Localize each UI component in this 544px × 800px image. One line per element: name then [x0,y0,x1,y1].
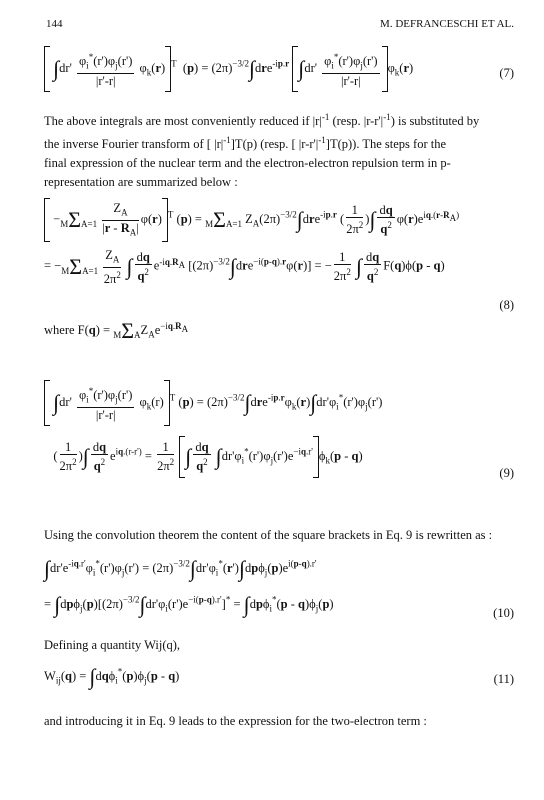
equation-number-10: (10) [493,606,514,620]
definition-F: where $F(q) = M\Sigma AZ_Ae^{-iq.R_A}$ [44,318,189,343]
equation-number-11: (11) [493,672,514,686]
equation-9-line-1: ∫dr' $\frac{\varphi_i^*(r')\varphi_j(r')}{|r'-r|}$ $\varphi_k(r)$ $^T$ $(p) = (2\pi)^{-3/2}\int dre^{-ip.r}\varphi_k(r)\int dr'\varphi_i^*(r')\varphi_j(r')$ [44,380,514,426]
paragraph-convolution: Using the convolution theorem the content of the square brackets in Eq. 9 is rewritten as : [44,528,493,542]
equation-8-line-1: −MΣA=1 $\frac{Z_A}{|r - R_A|}$ φ(r) $^T$ (p) = MΣA=1 $Z_A(2\pi)^{-3/2}\int dre^{-ip.r}$ ( $\frac{1}{2\pi^2}$ )∫ $\frac{dq}{q^2}$ $\varphi(r)e^{iq.(r-R_A)}$ [44,198,514,242]
equation-7: ∫dr' $\frac{\varphi_i^*(r')\varphi_j(r')}{|r'-r|}$ $\varphi_k(r)$ $^T$ $(p) = (2\pi)^{-3/2}\int dre^{-ip.r}$ ∫dr' $\frac{\varphi_i^*(r')\varphi_j(r')}{|r'-r|}$ $\varphi_k(r)$ [44,46,514,92]
equation-10-line-2: = $\int dp\phi_j(p)[(2\pi)^{-3/2}\int dr'\varphi_i(r')e^{-i(p-q).r'}]^* = \int dp\phi_i^*(p - q)\phi_j(p)$ [44,592,334,617]
page-number: 144 [46,18,63,30]
paragraph-define-wij: Defining a quantity Wij(q), [44,638,181,652]
where-label: where [44,322,75,337]
equation-number-9: (9) [499,466,514,480]
running-head: M. DEFRANCESCHI ET AL. [380,18,514,30]
paragraph-intro: The above integrals are most conveniently reduced if $|r|^{-1}$ (resp. $|r-r'|^{-1}$) is substituted by the inverse Fourier transform of [ $|r|^{-1}]T(p)$ (resp. [ $|r-r'|^{-1}]T(p)$). The steps for the final expression of the nuclear term and the electron-electron repulsion term in p- representation are summarized below : [44,112,480,190]
equation-11: $W_{ij}(q) = \int dq\phi_i^*(p)\phi_j(p - q)$ [44,664,180,689]
equation-8-line-2: = −MΣA=1 $\frac{Z_A}{2\pi^2}$ ∫ $\frac{dq}{q^2}$ $e^{-iq.R_A}$ $[(2\pi)^{-3/2}\int dre^{-i(p-q).r}\varphi(r)]$ = − $\frac{1}{2\pi^2}$ ∫ $\frac{dq}{q^2}$ F(q)ϕ(p - q) [44,248,445,286]
equation-number-7: (7) [499,66,514,80]
equation-10-line-1: $\int dr'e^{-iq.r'}\varphi_i^*(r')\varphi_j(r') = (2\pi)^{-3/2}\int dr'\varphi_i^*(r')\int dp\phi_j(p)e^{i(p-q).r'}$ [44,556,317,581]
equation-number-8: (8) [499,298,514,312]
equation-9-line-2: ( $\frac{1}{2\pi^2}$ )∫ $\frac{dq}{q^2}$ $e^{iq.(r-r')}$ = $\frac{1}{2\pi^2}$ ∫ $\frac{dq}{q^2}$ $\int dr'\varphi_i^*(r')\varphi_j(r')e^{-iq.r'}$ $\phi_k(p - q)$ [44,436,514,478]
paragraph-two-electron: and introducing it in Eq. 9 leads to the expression for the two-electron term : [44,714,427,728]
